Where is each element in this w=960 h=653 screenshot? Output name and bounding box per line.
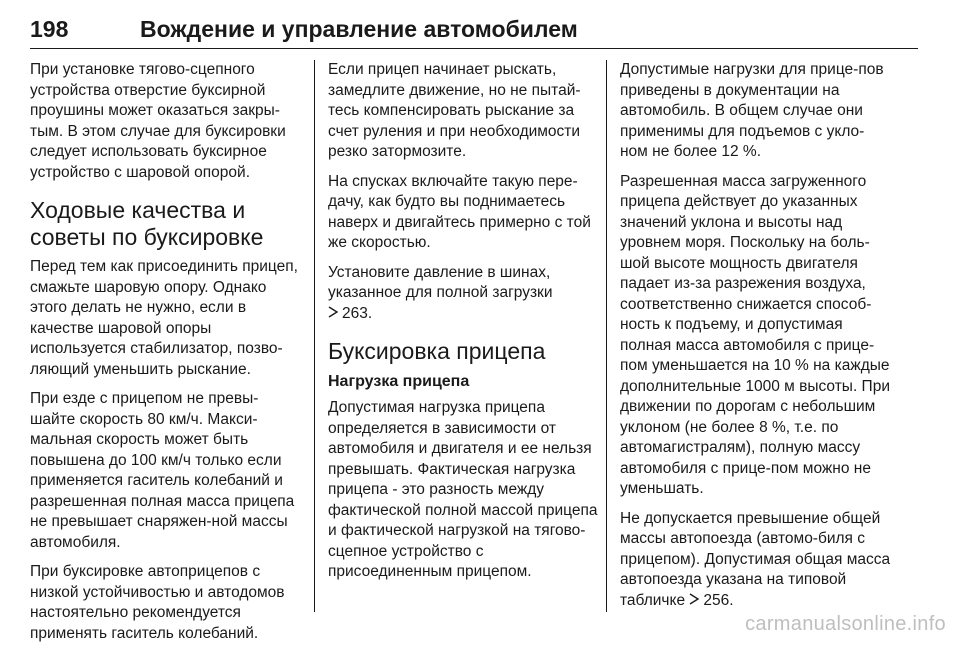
paragraph-stabilizer: При буксировке автоприцепов с низкой устойчивостью и автодомов настоятельно рекомендуется применять гаситель колебаний. bbox=[30, 563, 285, 642]
paragraph-downhill: На спусках включайте такую пере-дачу, как будто вы поднимаетесь наверх и двигайтесь примерно с той же скоростью. bbox=[328, 172, 591, 251]
page-number: 198 bbox=[30, 16, 69, 42]
tyre-pressure-page-link[interactable]: 263. bbox=[342, 304, 373, 322]
column-3 bbox=[620, 60, 892, 620]
column-divider-1 bbox=[314, 60, 315, 612]
section-heading-trailer-towing: Буксировка прицепа bbox=[328, 338, 546, 364]
header-divider bbox=[30, 48, 918, 49]
watermark: carmanualsonline.info bbox=[745, 613, 946, 635]
paragraph-trailer-load: Допустимая нагрузка прицепа определяется в зависимости от автомобиля и двигателя и ее нельзя превышать. Фактическая нагрузка прицепа - это разность между фактической полной массой прицепа и фактической нагрузкой на тягово-сцепное устройство с присоединенным прицепом. bbox=[328, 399, 598, 580]
paragraph-sway: Если прицеп начинает рыскать, замедлите движение, но не пытай-тесь компенсировать рыскание за счет руления и при необходимости резко затормозите. bbox=[328, 61, 581, 160]
tyre-pressure-text: Установите давление в шинах, указанное для полной загрузки bbox=[328, 263, 553, 301]
paragraph-permissible-loads: Допустимые нагрузки для прице-пов приведены в документации на автомобиль. В общем случае они применимы для подъемов с укло-ном не более 12 %. bbox=[620, 61, 884, 160]
page-header bbox=[30, 14, 918, 50]
page-reference-arrow-icon bbox=[689, 591, 700, 612]
paragraph-tyre-pressure bbox=[328, 263, 600, 325]
paragraph-altitude: Разрешенная масса загруженного прицепа действует до указанных значений уклона и высоты над уровнем моря. Поскольку на боль-шой высоте мощность двигателя падает из-за разрежения воздуха, соответственно снижается способ-ность к подъему, и допустимая полная масса автомобиля с прице-пом уменьшается на 10 % на каждые дополнительные 1000 м высоты. При движении по дорогам с небольшим уклоном (не более 8 %, т.е. по автомагистралям), полную массу автомобиля с прице-пом можно не уменьшать. bbox=[620, 172, 890, 497]
page-title: Вождение и управление автомобилем bbox=[140, 16, 578, 42]
paragraph-gross-combination bbox=[620, 509, 892, 612]
column-1 bbox=[30, 60, 302, 653]
section-heading-driving-tips: Ходовые качества и советы по буксировке bbox=[30, 197, 264, 250]
page-reference-arrow-icon bbox=[328, 304, 339, 325]
subheading-trailer-load: Нагрузка прицепа bbox=[328, 373, 470, 390]
identification-plate-page-link[interactable]: 256. bbox=[703, 591, 734, 609]
paragraph-speed-limit: При езде с прицепом не превы-шайте скорость 80 км/ч. Макси-мальная скорость может быть повышена до 100 км/ч только если применяется гаситель колебаний и разрешенная полная масса прицепа не превышает снаряжен-ной массы автомобиля. bbox=[30, 390, 295, 551]
paragraph-towbar-eye: При установке тягово-сцепного устройства отверстие буксирной проушины может оказаться закры-тым. В этом случае для буксировки следует использовать буксирное устройство с шаровой опорой. bbox=[30, 61, 286, 181]
column-2 bbox=[328, 60, 600, 592]
paragraph-grease-ball: Перед тем как присоединить прицеп, смажьте шаровую опору. Однако этого делать не нужно, если в качестве шаровой опоры используется стабилизатор, позво-ляющий уменьшить рыскание. bbox=[30, 258, 298, 378]
gross-combination-text: Не допускается превышение общей массы автопоезда (автомо-биля с прицепом). Допустимая общая масса автопоезда указана на типовой табличке bbox=[620, 509, 891, 609]
column-divider-2 bbox=[606, 60, 607, 612]
